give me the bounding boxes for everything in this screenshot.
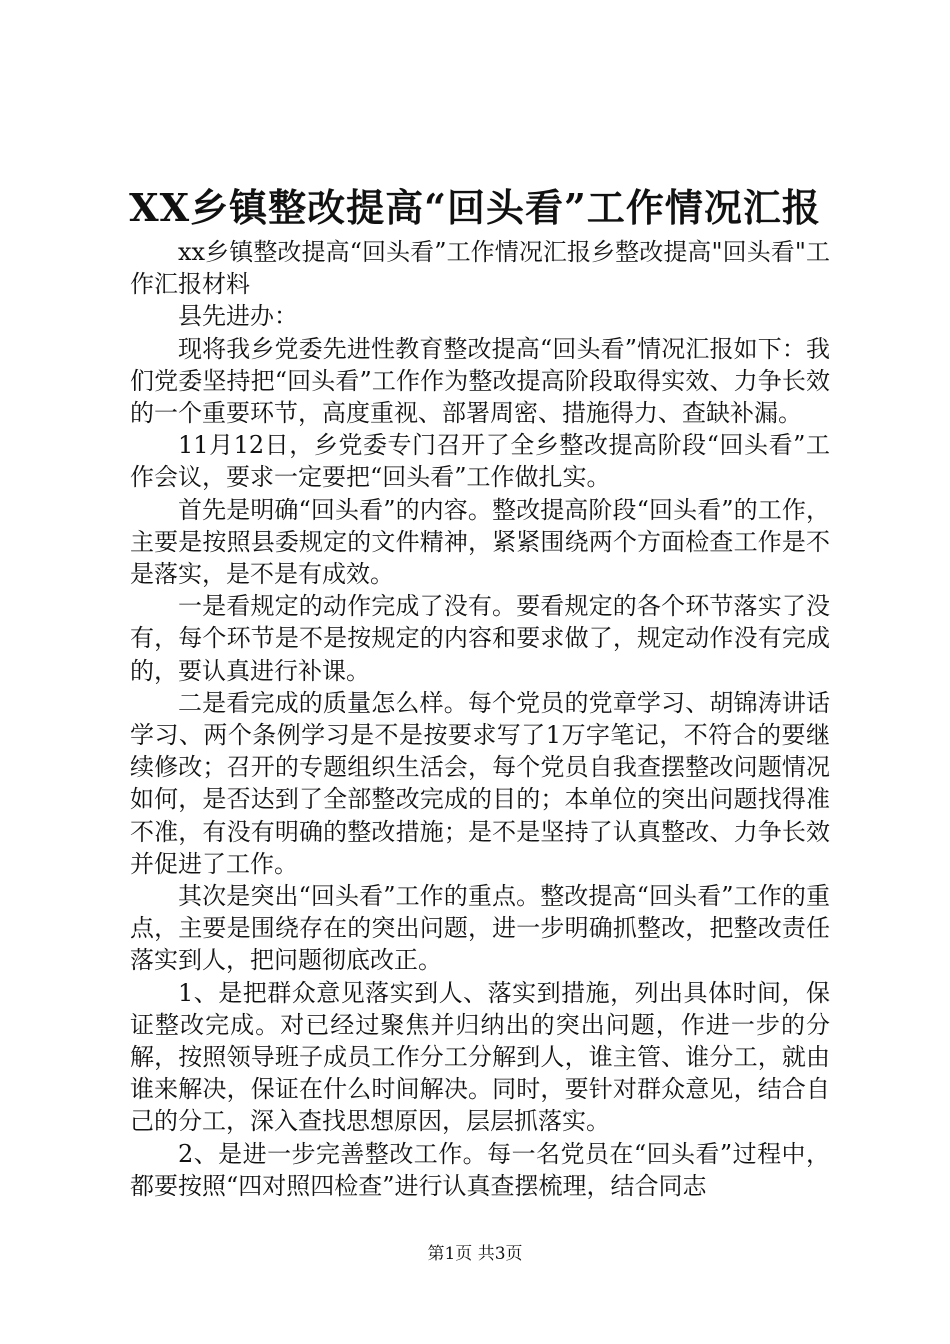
paragraph: xx乡镇整改提高“回头看”工作情况汇报乡整改提高"回头看"工作汇报材料: [130, 238, 830, 299]
paragraph: 首先是明确“回头看”的内容。整改提高阶段“回头看”的工作，主要是按照县委规定的文件精神，紧紧围绕两个方面检查工作是不是落实，是不是有成效。: [130, 495, 830, 589]
page-number-footer: 第1页 共3页: [427, 1244, 523, 1264]
paragraph: 其次是突出“回头看”工作的重点。整改提高“回头看”工作的重点，主要是围绕存在的突出问题，进一步明确抓整改，把整改责任落实到人，把问题彻底改正。: [130, 882, 830, 975]
paragraph: 一是看规定的动作完成了没有。要看规定的各个环节落实了没有，每个环节是不是按规定的内容和要求做了，规定动作没有完成的，要认真进行补课。: [130, 592, 830, 685]
paragraph: 二是看完成的质量怎么样。每个党员的党章学习、胡锦涛讲话学习、两个条例学习是不是按要求写了1万字笔记，不符合的要继续修改；召开的专题组织生活会，每个党员自我查摆整改问题情况如何，是否达到了全部整改完成的目的；本单位的突出问题找得准不准，有没有明确的整改措施；是不是坚持了认真整改、力争长效并促进了工作。: [130, 688, 830, 878]
paragraph: 1、是把群众意见落实到人、落实到措施，列出具体时间，保证整改完成。对已经过聚焦并归纳出的突出问题，作进一步的分解，按照领导班子成员工作分工分解到人，谁主管、谁分工，就由谁来解决，保证在什么时间解决。同时，要针对群众意见，结合自己的分工，深入查找思想原因，层层抓落实。: [130, 978, 830, 1136]
document-title: XX乡镇整改提高“回头看”工作情况汇报: [129, 185, 821, 230]
paragraph: 县先进办：: [178, 302, 298, 331]
paragraph: 11月12日，乡党委专门召开了全乡整改提高阶段“回头看”工作会议，要求一定要把“回头看”工作做扎实。: [130, 431, 830, 492]
paragraph: 2、是进一步完善整改工作。每一名党员在“回头看”过程中，都要按照“四对照四检查”进行认真查摆梳理，结合同志: [130, 1139, 830, 1200]
document-body: [130, 236, 830, 1202]
paragraph: 现将我乡党委先进性教育整改提高“回头看”情况汇报如下：我们党委坚持把“回头看”工作作为整改提高阶段取得实效、力争长效的一个重要环节，高度重视、部署周密、措施得力、查缺补漏。: [130, 334, 830, 428]
